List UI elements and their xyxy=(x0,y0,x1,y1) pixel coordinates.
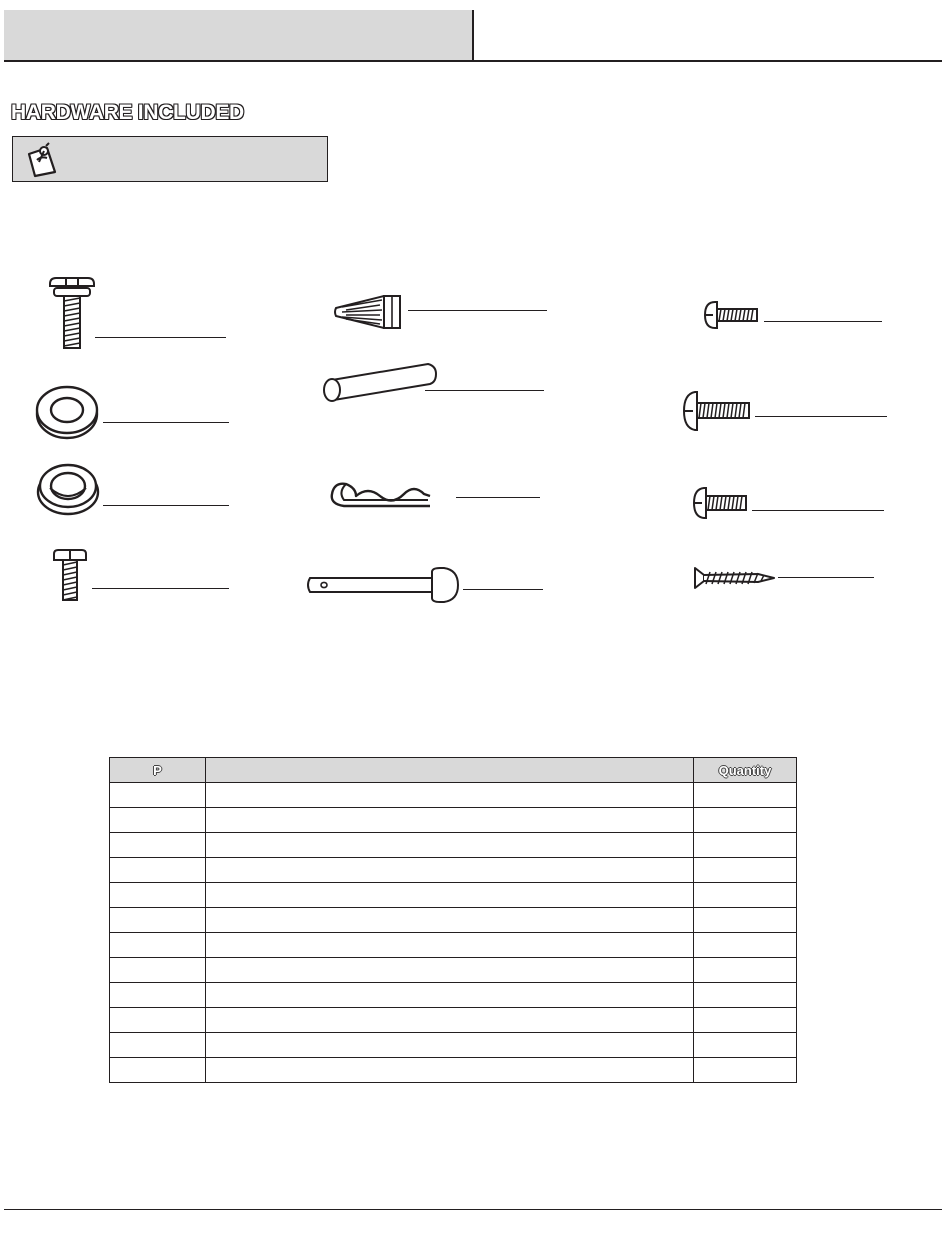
quantity-cell xyxy=(694,1033,797,1058)
table-row xyxy=(110,933,797,958)
quantity-cell xyxy=(694,958,797,983)
short-machine-screw-icon xyxy=(52,548,88,602)
header-rule xyxy=(4,60,942,62)
medium-screw-icon xyxy=(692,486,748,520)
hairpin-cotter-icon xyxy=(326,474,434,514)
leader-line xyxy=(752,510,884,511)
long-screw-icon xyxy=(682,390,752,432)
table-row xyxy=(110,883,797,908)
footer-rule xyxy=(4,1209,942,1210)
hardware-table xyxy=(109,757,797,1083)
note-box xyxy=(12,136,328,182)
leader-line xyxy=(425,390,544,391)
wire-nut-icon xyxy=(332,294,404,330)
quantity-cell xyxy=(694,783,797,808)
description-cell xyxy=(206,833,694,858)
part-cell xyxy=(110,958,206,983)
quantity-cell xyxy=(694,1008,797,1033)
table-row xyxy=(110,808,797,833)
rubber-grommet-icon xyxy=(36,458,102,516)
table-header-row xyxy=(110,758,797,783)
description-cell xyxy=(206,958,694,983)
part-column-header: P xyxy=(110,758,206,783)
section-title: HARDWARE INCLUDED xyxy=(11,101,244,124)
leader-line xyxy=(463,589,543,590)
leader-line xyxy=(778,577,874,578)
description-cell xyxy=(206,1058,694,1083)
part-cell xyxy=(110,983,206,1008)
dowel-pin-icon xyxy=(320,360,440,404)
quantity-cell xyxy=(694,808,797,833)
clevis-pin-icon xyxy=(304,566,460,604)
quantity-cell xyxy=(694,933,797,958)
leader-line xyxy=(764,321,882,322)
description-column-header xyxy=(206,758,694,783)
quantity-cell xyxy=(694,1058,797,1083)
description-cell xyxy=(206,783,694,808)
quantity-cell xyxy=(694,883,797,908)
leader-line xyxy=(408,310,547,311)
leader-line xyxy=(95,337,226,338)
leader-line xyxy=(92,588,229,589)
part-cell xyxy=(110,833,206,858)
leader-line xyxy=(755,416,887,417)
part-cell xyxy=(110,808,206,833)
description-cell xyxy=(206,1033,694,1058)
wood-screw-icon xyxy=(692,566,776,590)
table-row xyxy=(110,983,797,1008)
description-cell xyxy=(206,883,694,908)
part-cell xyxy=(110,858,206,883)
part-cell xyxy=(110,1008,206,1033)
note-pin-icon xyxy=(25,142,61,178)
header-divider xyxy=(472,10,474,60)
part-cell xyxy=(110,1033,206,1058)
part-cell xyxy=(110,883,206,908)
quantity-cell xyxy=(694,858,797,883)
leader-line xyxy=(456,497,540,498)
description-cell xyxy=(206,1008,694,1033)
table-row xyxy=(110,783,797,808)
flat-washer-icon xyxy=(34,384,100,440)
small-screw-icon xyxy=(703,300,759,330)
description-cell xyxy=(206,908,694,933)
machine-screw-with-lock-washer-icon xyxy=(48,276,96,350)
part-cell xyxy=(110,933,206,958)
part-cell xyxy=(110,908,206,933)
table-row xyxy=(110,1033,797,1058)
quantity-cell xyxy=(694,908,797,933)
quantity-cell xyxy=(694,983,797,1008)
table-row xyxy=(110,1058,797,1083)
header-title-band xyxy=(4,10,473,60)
description-cell xyxy=(206,933,694,958)
description-cell xyxy=(206,808,694,833)
part-cell xyxy=(110,1058,206,1083)
table-row xyxy=(110,833,797,858)
quantity-cell xyxy=(694,833,797,858)
table-row xyxy=(110,908,797,933)
description-cell xyxy=(206,983,694,1008)
table-row xyxy=(110,958,797,983)
leader-line xyxy=(103,505,229,506)
description-cell xyxy=(206,858,694,883)
part-cell xyxy=(110,783,206,808)
quantity-column-header: Quantity xyxy=(694,758,797,783)
leader-line xyxy=(103,422,229,423)
table-row xyxy=(110,1008,797,1033)
table-row xyxy=(110,858,797,883)
